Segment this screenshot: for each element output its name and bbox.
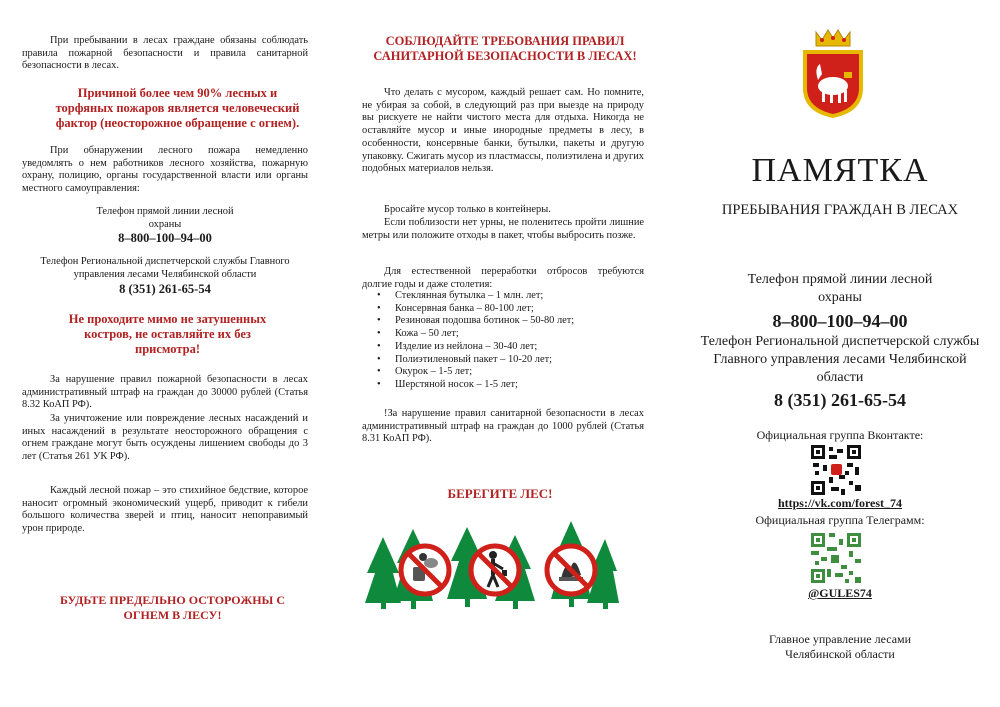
- list-item: • Стеклянная бутылка – 1 млн. лет;: [395, 290, 574, 303]
- intro-text: При пребывании в лесах граждане обязаны соблюдать правила пожарной безопасности и правила санитарной безопасности в лесах.: [22, 35, 308, 72]
- cause-heading: Причиной более чем 90% лесных и торфяных пожаров является человеческий фактор (неосторожное обращение с огнем).: [55, 86, 300, 130]
- hotline-label: Телефон прямой линии лесной охраны: [96, 206, 234, 230]
- list-item: • Полиэтиленовый пакет – 10-20 лет;: [395, 354, 574, 367]
- dispatch-number: 8 (351) 261-65-54: [119, 282, 211, 296]
- telegram-handle[interactable]: @GULES74: [808, 586, 872, 600]
- no-dumping-icon: [471, 546, 519, 594]
- dispatch-number-right: 8 (351) 261-65-54: [774, 390, 906, 410]
- dispatch-label-right: Телефон Региональной диспетчерской службы Главного управления лесами Челябинской области: [700, 334, 980, 385]
- disaster-text: Каждый лесной пожар – это стихийное бедствие, которое наносит огромный экономический ущерб, приводит к гибели большого количества зверей и птиц, наносит непоправимый урон природе.: [22, 485, 308, 535]
- page-title: ПАМЯТКА: [751, 152, 929, 189]
- decay-list: [373, 290, 574, 392]
- forest-signs-illustration: [365, 515, 620, 615]
- fire-fine-text: За нарушение правил пожарной безопасности в лесах административный штраф на граждан до 30000 рублей (Статья 8.32 КоАП РФ).: [22, 374, 308, 411]
- no-bin-text: Если поблизости нет урны, не поленитесь пройти лишние метры или положите отходы в пакет, чтобы выбросить позже.: [362, 217, 644, 241]
- garbage-text: Что делать с мусором, каждый решает сам. Но помните, не убирая за собой, в следующий раз при выезде на природу вы рискуете не найти чистого места для отдыха. Никогда не оставляйте мусор и иные инородные предметы в лесу, в особенности, консервные банки, бутылки, пакеты и другую упаковку. Сжигать мусор из пластмассы, полиэтилена и других подобных материалов нельзя.: [362, 87, 644, 175]
- vk-link[interactable]: https://vk.com/forest_74: [777, 496, 903, 510]
- list-item: • Изделие из нейлона – 30-40 лет;: [395, 341, 574, 354]
- report-text: При обнаружении лесного пожара немедленно уведомлять о нем работников лесного хозяйства, пожарную охрану, полицию, органы государственной власти или органы местного самоуправления:: [22, 145, 308, 195]
- list-item: • Кожа – 50 лет;: [395, 328, 574, 341]
- no-litter-icon: [401, 546, 449, 594]
- protect-forest-heading: БЕРЕГИТЕ ЛЕС!: [447, 486, 553, 501]
- campfire-heading: Не проходите мимо не затушенных костров, не оставляйте их без присмотра!: [68, 312, 267, 356]
- sanitary-fine-text: !За нарушение правил санитарной безопасности в лесах административный штраф на граждан до 1000 рублей (Статья 8.31 КоАП РФ).: [362, 408, 644, 445]
- containers-text: Бросайте мусор только в контейнеры.: [384, 204, 551, 215]
- list-item: • Консервная банка – 80-100 лет;: [395, 303, 574, 316]
- left-panel: [0, 0, 330, 707]
- telegram-qr-code-icon: [811, 533, 861, 583]
- list-item: • Шерстяной носок – 1-5 лет;: [395, 379, 574, 392]
- hotline-label-right: Телефон прямой линии лесной охраны: [747, 272, 933, 305]
- prison-text: За уничтожение или повреждение лесных насаждений и иных насаждений в результате неосторожного обращения с огнем граждане могут быть осуждены лишением свободы до 3 лет (Статья 261 УК РФ).: [22, 413, 308, 463]
- qr-code-icon: [811, 445, 861, 495]
- organization-name: Главное управление лесами Челябинской области: [768, 632, 912, 661]
- hotline-number: 8–800–100–94–00: [118, 231, 212, 245]
- telegram-group-label: Официальная группа Телеграмм:: [755, 513, 925, 527]
- no-fire-icon: [547, 546, 595, 594]
- coat-of-arms-icon: [800, 28, 866, 120]
- careful-heading: БУДЬТЕ ПРЕДЕЛЬНО ОСТОРОЖНЫ С ОГНЕМ В ЛЕСУ!: [60, 593, 285, 622]
- list-item: • Окурок – 1-5 лет;: [395, 366, 574, 379]
- page-subtitle: ПРЕБЫВАНИЯ ГРАЖДАН В ЛЕСАХ: [721, 202, 959, 218]
- vk-group-label: Официальная группа Вконтакте:: [756, 428, 924, 442]
- sanitary-heading: СОБЛЮДАЙТЕ ТРЕБОВАНИЯ ПРАВИЛ САНИТАРНОЙ БЕЗОПАСНОСТИ В ЛЕСАХ!: [373, 34, 637, 63]
- dispatch-label: Телефон Региональной диспетчерской службы Главного управления лесами Челябинской области: [40, 256, 290, 280]
- hotline-number-right: 8–800–100–94–00: [772, 311, 908, 331]
- decay-intro: Для естественной переработки отбросов требуются долгие годы и даже столетия:: [362, 266, 644, 290]
- list-item: • Резиновая подошва ботинок – 50-80 лет;: [395, 315, 574, 328]
